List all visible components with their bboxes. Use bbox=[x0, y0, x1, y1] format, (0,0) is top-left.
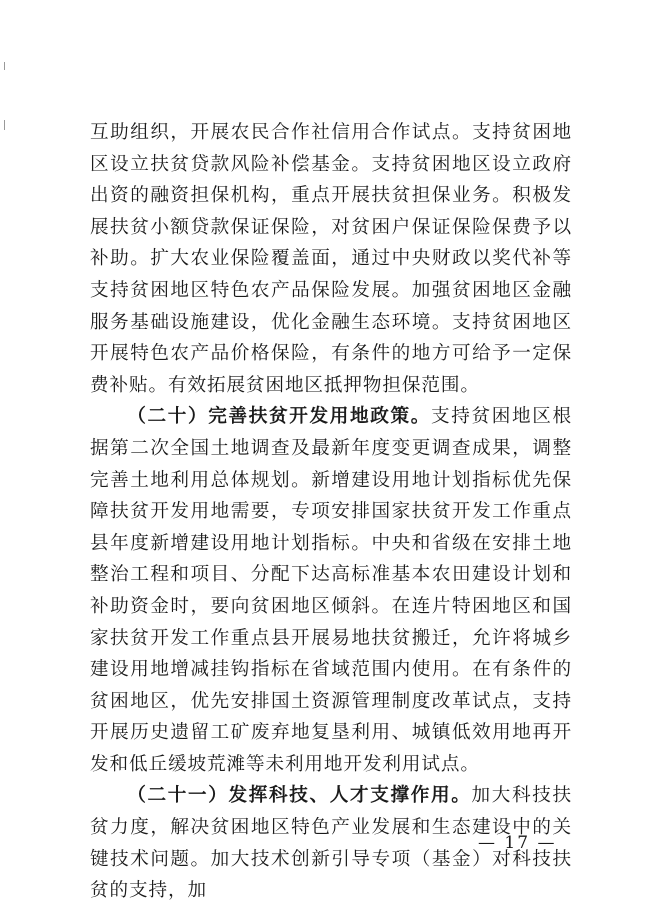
body-text bbox=[90, 117, 572, 907]
paragraph-text: 互助组织，开展农民合作社信用合作试点。支持贫困地区设立扶贫贷款风险补偿基金。支持贫困地区设立政府出资的融资担保机构，重点开展扶贫担保业务。积极发展扶贫小额贷款保证保险，对贫困户保证保险保费予以补助。扩大农业保险覆盖面，通过中央财政以奖代补等支持贫困地区特色农产品保险发展。加强贫困地区金融服务基础设施建设，优化金融生态环境。支持贫困地区开展特色农产品价格保险，有条件的地方可给予一定保费补贴。有效拓展贫困地区抵押物担保范围。 bbox=[90, 122, 572, 396]
scan-margin-mark bbox=[4, 120, 5, 130]
section-heading: （二十）完善扶贫开发用地政策。 bbox=[127, 406, 431, 428]
section-heading: （二十一）发挥科技、人才支撑作用。 bbox=[127, 785, 472, 807]
paragraph-text: 加大科技扶贫力度，解决贫困地区特色产业发展和生态建设中的关键技术问题。加大技术创新引导专项（基金）对科技扶贫的支持，加 bbox=[90, 785, 572, 902]
paragraph-land-policy bbox=[90, 401, 572, 780]
paragraph-text: 支持贫困地区根据第二次全国土地调查及最新年度变更调查成果，调整完善土地利用总体规划。新增建设用地计划指标优先保障扶贫开发用地需要，专项安排国家扶贫开发工作重点县年度新增建设用地计划指标。中央和省级在安排土地整治工程和项目、分配下达高标准基本农田建设计划和补助资金时，要向贫困地区倾斜。在连片特困地区和国家扶贫开发工作重点县开展易地扶贫搬迁，允许将城乡建设用地增减挂钩指标在省域范围内使用。在有条件的贫困地区，优先安排国土资源管理制度改革试点，支持开展历史遗留工矿废弃地复垦利用、城镇低效用地再开发和低丘缓坡荒滩等未利用地开发利用试点。 bbox=[90, 406, 572, 775]
scan-margin-mark bbox=[4, 62, 5, 70]
paragraph-continuation bbox=[90, 117, 572, 401]
page-number: — 17 — bbox=[478, 833, 557, 853]
